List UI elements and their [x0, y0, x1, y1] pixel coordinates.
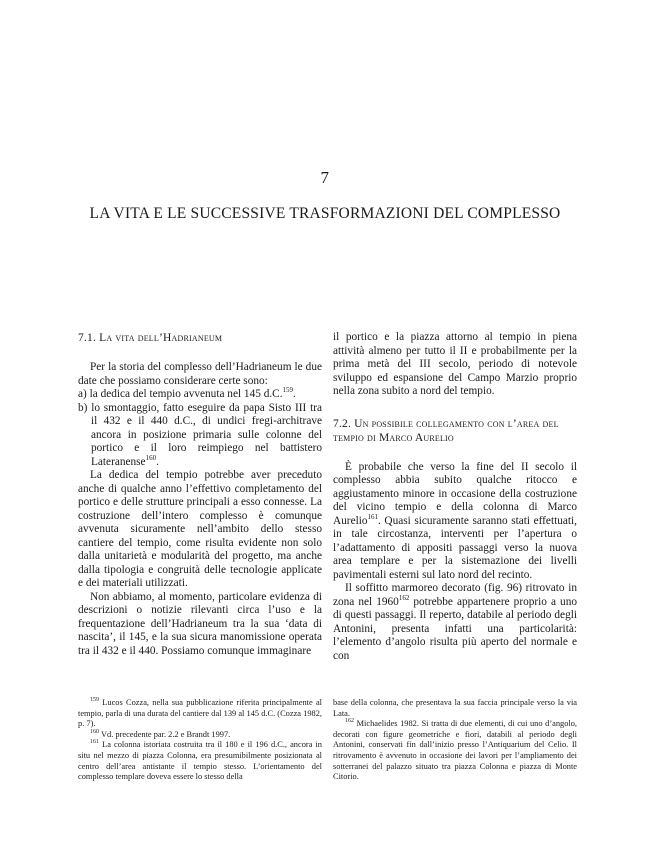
list-item-a-text: a) la dedica del tempio avvenuta nel 145 d.C. — [78, 388, 283, 400]
footnote-ref-161[interactable]: 161 — [367, 512, 379, 521]
paragraph-soffitto — [333, 582, 577, 663]
paragraph-dedica: La dedica del tempio potrebbe aver preceduto anche di qualche anno l’effettivo completamento del portico e delle strutture principali a esso connesse. La costruzione dell’intero complesso è comunque avvenuta sicuramente nell’ambito dello stesso cantiere del tempio, come risulta evidente non solo dalla unitarietà e modularità del progetto, ma anche dalla tipologia e congruità delle tecnologie applicate e dei materiali utilizzati. — [78, 469, 322, 589]
footnote-text: Vd. precedente par. 2.2 e Brandt 1997. — [100, 729, 231, 739]
paragraph-probabile — [333, 461, 577, 583]
footnote-text: Lucos Cozza, nella sua pubblicazione riferita principalmente al tempio, parla di una durata del cantiere dal 139 al 145 d.C. (Cozza 1982, p. 7). — [78, 698, 322, 729]
footnote-161-continuation: base della colonna, che presentava la sua faccia principale verso la via Lata. — [333, 698, 577, 718]
chapter-number: 7 — [320, 168, 330, 187]
footnote-160 — [78, 730, 322, 741]
right-column — [333, 331, 577, 663]
paragraph-probabile-end: . Quasi sicuramente saranno stati effettuati, in tale circostanza, interventi per l’apertura o l’adattamento di appositi passaggi verso la nuova area templare e per la sistemazione dei livelli pavimentali esterni sul lato nord del recinto. — [333, 514, 577, 581]
footnote-number: 159 — [90, 697, 99, 704]
footnote-159 — [78, 698, 322, 730]
section-heading-7-2: 7.2. Un possibile collegamento con l’area del tempio di Marco Aurelio — [333, 417, 559, 444]
paragraph-soffitto-text: Il soffitto marmoreo decorato (fig. 96) ritrovato in zona nel 1960 — [333, 582, 577, 608]
paragraph-probabile-text: È probabile che verso la fine del II secolo il complesso abbia subito qualche ritocco e aggiustamento minore in occasione della costruzione del vicino tempio e della colonna di Marco Aurelio — [333, 460, 577, 527]
footnote-text: La colonna istoriata costruita tra il 180 e il 196 d.C., ancora in situ nel mezzo di piazza Colonna, era presumibilmente posizionata al centro dell’area antistante il tempio stesso. L’orientamento del complesso templare doveva essere lo stesso della — [78, 740, 322, 782]
footnote-161 — [78, 740, 322, 782]
paragraph-continuation: il portico e la piazza attorno al tempio in piena attività almeno per tutto il II e probabilmente per la prima metà del III secolo, periodo di notevole sviluppo ed espansione del Campo Marzio proprio nella zona subito a nord del tempio. — [333, 331, 577, 397]
chapter-title: LA VITA E LE SUCCESSIVE TRASFORMAZIONI DEL COMPLESSO — [89, 205, 561, 222]
footnote-ref-160[interactable]: 160 — [145, 453, 157, 462]
footnotes-left — [78, 698, 322, 783]
footnote-text: Michaelides 1982. Si tratta di due elementi, di cui uno d’angolo, decorati con figure geometriche e fiori, databili al periodo degli Antonini, conservati fin dall’inizio presso l’Antiquarium del Celio. Il ritrovamento è avvenuto in occasione dei lavori per l’ampliamento dei sotterranei del palazzo situato tra piazza Colonna e piazza di Monte Citorio. — [333, 719, 578, 782]
list-item-a-end: . — [293, 388, 296, 400]
paragraph-soffitto-end: potrebbe appartenere proprio a uno di questi passaggi. Il reperto, databile al periodo degli Antonini, presenta infatti una particolarità: l’elemento d’angolo risulta più aperto del normale e con — [333, 595, 577, 662]
footnote-ref-162[interactable]: 162 — [398, 593, 410, 602]
section-heading-7-1: 7.1. La vita dell’Hadrianeum — [78, 332, 223, 344]
left-column — [78, 331, 322, 658]
footnote-number: 162 — [345, 718, 354, 725]
footnote-162 — [333, 719, 577, 783]
footnote-ref-159[interactable]: 159 — [282, 386, 294, 395]
footnote-number: 160 — [90, 728, 99, 735]
list-item-b-end: . — [156, 455, 159, 468]
list-item-a — [78, 388, 322, 402]
intro-paragraph: Per la storia del complesso dell’Hadrianeum le due date che possiamo considerare certe sono: — [78, 361, 322, 387]
footnotes-right — [333, 698, 577, 783]
list-item-b — [78, 402, 322, 470]
paragraph-non-abbiamo: Non abbiamo, al momento, particolare evidenza di descrizioni o notizie rilevanti circa l’uso e la frequentazione dell’Hadrianeum tra la sua ‘data di nascita’, il 145, e la sua sicura manomissione operata tra il 432 e il 440. Possiamo comunque immaginare — [78, 590, 322, 657]
list-item-b-text: b) lo smontaggio, fatto eseguire da papa Sisto III tra il 432 e il 440 d.C., di undici fregi-architrave ancora in posizione primaria sulle colonne del portico e il loro reimpiego nel battistero Lateranense — [78, 401, 322, 468]
footnote-number: 161 — [90, 739, 99, 746]
